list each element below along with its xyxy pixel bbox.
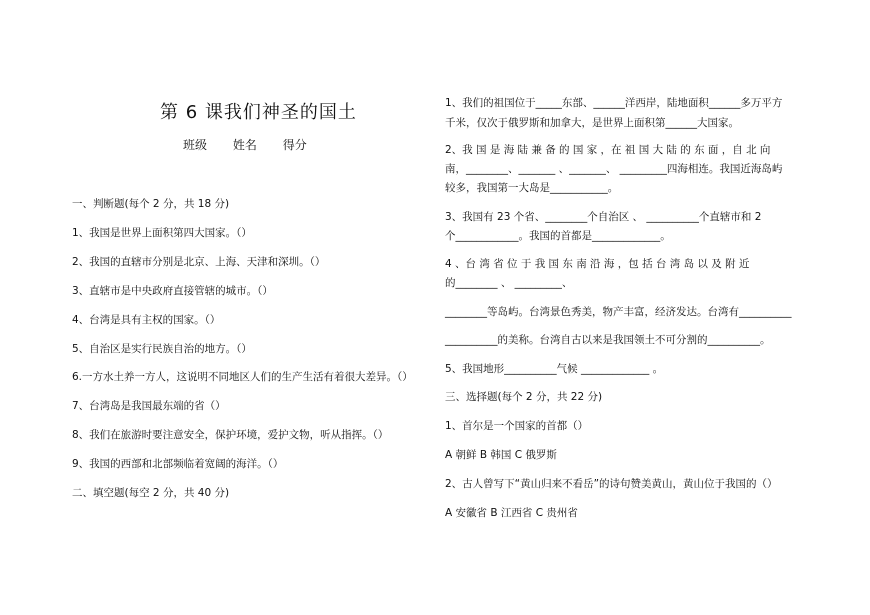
- section-fill-blank-heading: 二、填空题(每空 2 分，共 40 分): [72, 487, 230, 499]
- fill-question-2-line-2: 南，________、_______ 、_______、 _________四海相连。我国近海岛屿: [445, 163, 783, 175]
- tf-question-7: 7、台湾岛是我国最东端的省（）: [72, 400, 226, 412]
- student-info-row: [183, 136, 329, 153]
- fill-question-4-line-2: 的________ 、 _________、: [445, 277, 573, 289]
- fill-question-5: 5、我国地形__________气候 _____________ 。: [445, 363, 664, 375]
- section-multiple-choice-heading: 三、选择题(每个 2 分，共 22 分): [445, 391, 603, 403]
- page-title: 第 6 课我们神圣的国土: [160, 102, 357, 123]
- choice-question-1-options: A 朝鲜 B 韩国 C 俄罗斯: [445, 449, 557, 461]
- fill-question-4-line-1: 4 、台 湾 省 位 于 我 国 东 南 沿 海 ，包 括 台 湾 岛 以 及 附 近: [445, 258, 750, 270]
- tf-question-6: 6.一方水土养一方人，这说明不同地区人们的生产生活有着很大差异。（）: [72, 371, 413, 383]
- fill-question-2-line-3: 较多，我国第一大岛是___________。: [445, 182, 619, 194]
- tf-question-3: 3、直辖市是中央政府直接管辖的城市。（）: [72, 285, 273, 297]
- class-label: 班级: [183, 138, 208, 152]
- fill-question-1-line-2: 千米，仅次于俄罗斯和加拿大，是世界上面积第______大国家。: [445, 117, 739, 129]
- section-true-false-heading: 一、判断题(每个 2 分，共 18 分): [72, 198, 230, 210]
- fill-question-2-line-1: 2、我 国 是 海 陆 兼 备 的 国 家 ，在 祖 国 大 陆 的 东 面 ，自 北 向: [445, 144, 771, 156]
- name-label: 姓名: [232, 138, 257, 152]
- choice-question-2: 2、古人曾写下“黄山归来不看岳”的诗句赞美黄山，黄山位于我国的（）: [445, 478, 778, 490]
- tf-question-5: 5、自治区是实行民族自治的地方。（）: [72, 343, 252, 355]
- fill-question-1-line-1: 1、我们的祖国位于_____东部、______洋西岸，陆地面积______多万平方: [445, 97, 783, 109]
- fill-question-3-line-2: 个____________。我国的首都是_____________。: [445, 230, 671, 242]
- tf-question-8: 8、我们在旅游时要注意安全，保护环境，爱护文物，听从指挥。（）: [72, 429, 389, 441]
- fill-question-4-line-4: __________的美称。台湾自古以来是我国领土不可分割的__________。: [445, 334, 771, 346]
- fill-question-3-line-1: 3、我国有 23 个省、________个自治区 、 __________个直辖市和 2: [445, 211, 762, 223]
- score-label: 得分: [282, 138, 307, 152]
- tf-question-9: 9、我国的西部和北部频临着宽阔的海洋。（）: [72, 458, 284, 470]
- fill-question-4-line-3: ________等岛屿。台湾景色秀美，物产丰富，经济发达。台湾有__________: [445, 306, 792, 318]
- choice-question-2-options: A 安徽省 B 江西省 C 贵州省: [445, 507, 578, 519]
- tf-question-1: 1、我国是世界上面积第四大国家。（）: [72, 227, 252, 239]
- tf-question-4: 4、台湾是具有主权的国家。（）: [72, 314, 221, 326]
- choice-question-1: 1、首尔是一个国家的首都（）: [445, 420, 589, 432]
- tf-question-2: 2、我国的直辖市分别是北京、上海、天津和深圳。（）: [72, 256, 326, 268]
